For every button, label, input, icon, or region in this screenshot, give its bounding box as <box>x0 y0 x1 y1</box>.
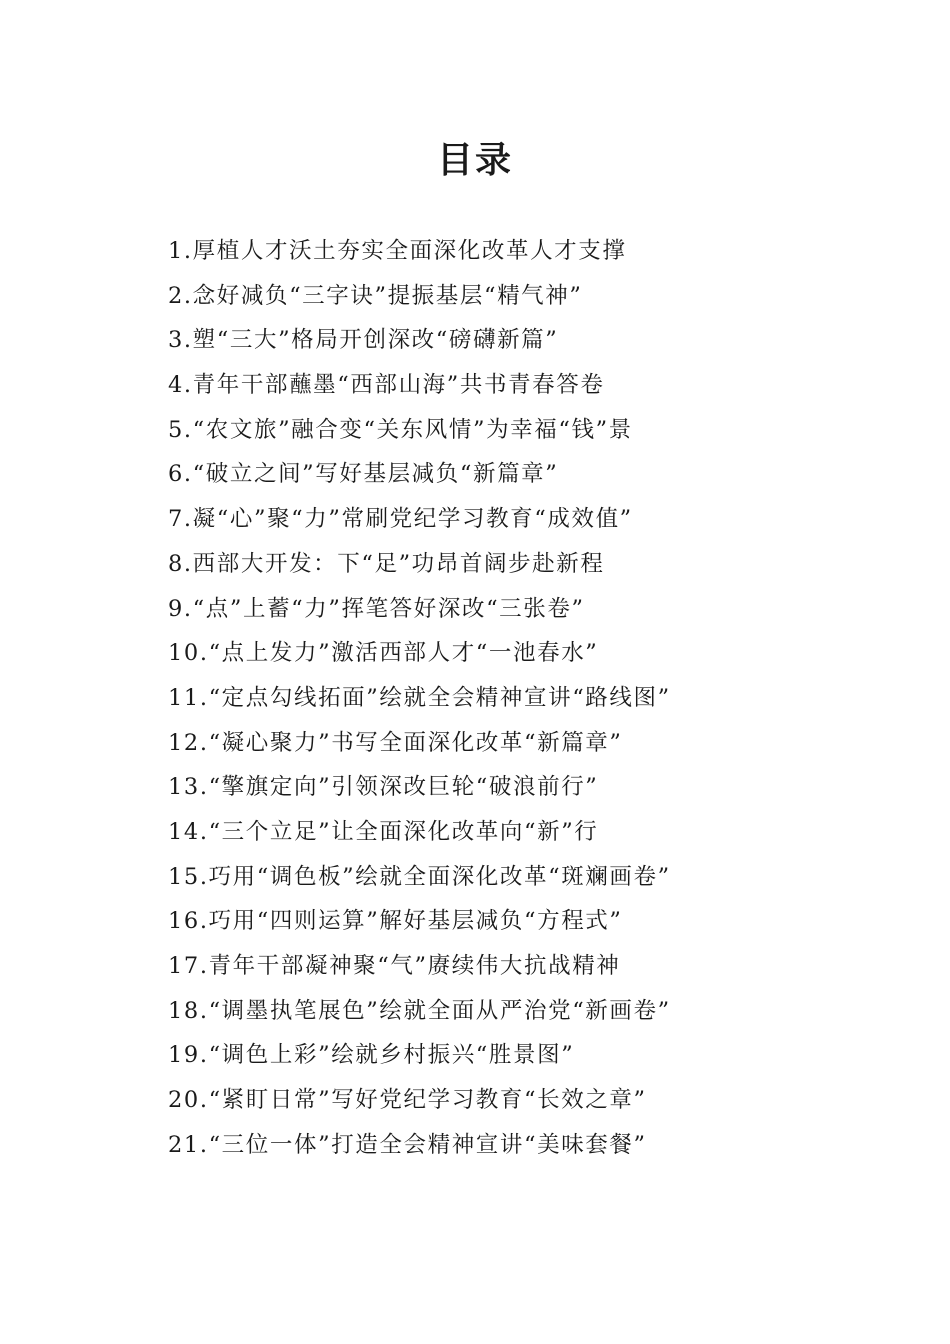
toc-item-15: 15.巧用“调色板”绘就全面深化改革“斑斓画卷” <box>168 863 671 890</box>
toc-item-7: 7.凝“心”聚“力”常刷党纪学习教育“成效值” <box>168 506 633 533</box>
page-title: 目录 <box>436 139 513 181</box>
toc-item-5: 5.“农文旅”融合变“关东风情”为幸福“钱”景 <box>168 416 633 443</box>
toc-item-2: 2.念好减负“三字诀”提振基层“精气神” <box>168 282 583 309</box>
toc-item-16: 16.巧用“四则运算”解好基层减负“方程式” <box>168 908 623 935</box>
toc-item-6: 6.“破立之间”写好基层减负“新篇章” <box>168 461 559 488</box>
toc-item-10: 10.“点上发力”激活西部人才“一池春水” <box>168 640 599 667</box>
toc-item-4: 4.青年干部蘸墨“西部山海”共书青春答卷 <box>168 372 605 399</box>
toc-item-8: 8.西部大开发：下“足”功昂首阔步赴新程 <box>168 550 605 577</box>
toc-item-19: 19.“调色上彩”绘就乡村振兴“胜景图” <box>168 1042 575 1069</box>
toc-item-9: 9.“点”上蓄“力”挥笔答好深改“三张卷” <box>168 595 585 622</box>
toc-item-20: 20.“紧盯日常”写好党纪学习教育“长效之章” <box>168 1087 647 1114</box>
toc-item-14: 14.“三个立足”让全面深化改革向“新”行 <box>168 818 599 845</box>
toc-item-1: 1.厚植人才沃土夯实全面深化改革人才支撑 <box>168 238 627 264</box>
toc-item-12: 12.“凝心聚力”书写全面深化改革“新篇章” <box>168 729 623 756</box>
toc-item-17: 17.青年干部凝神聚“气”赓续伟大抗战精神 <box>168 953 621 979</box>
toc-item-3: 3.塑“三大”格局开创深改“磅礴新篇” <box>168 327 559 354</box>
toc-item-21: 21.“三位一体”打造全会精神宣讲“美味套餐” <box>168 1131 647 1158</box>
toc-item-11: 11.“定点勾线拓面”绘就全会精神宣讲“路线图” <box>168 684 671 711</box>
table-of-contents <box>168 229 788 1167</box>
toc-item-18: 18.“调墨执笔展色”绘就全面从严治党“新画卷” <box>168 997 671 1024</box>
toc-item-13: 13.“擎旗定向”引领深改巨轮“破浪前行” <box>168 774 599 801</box>
